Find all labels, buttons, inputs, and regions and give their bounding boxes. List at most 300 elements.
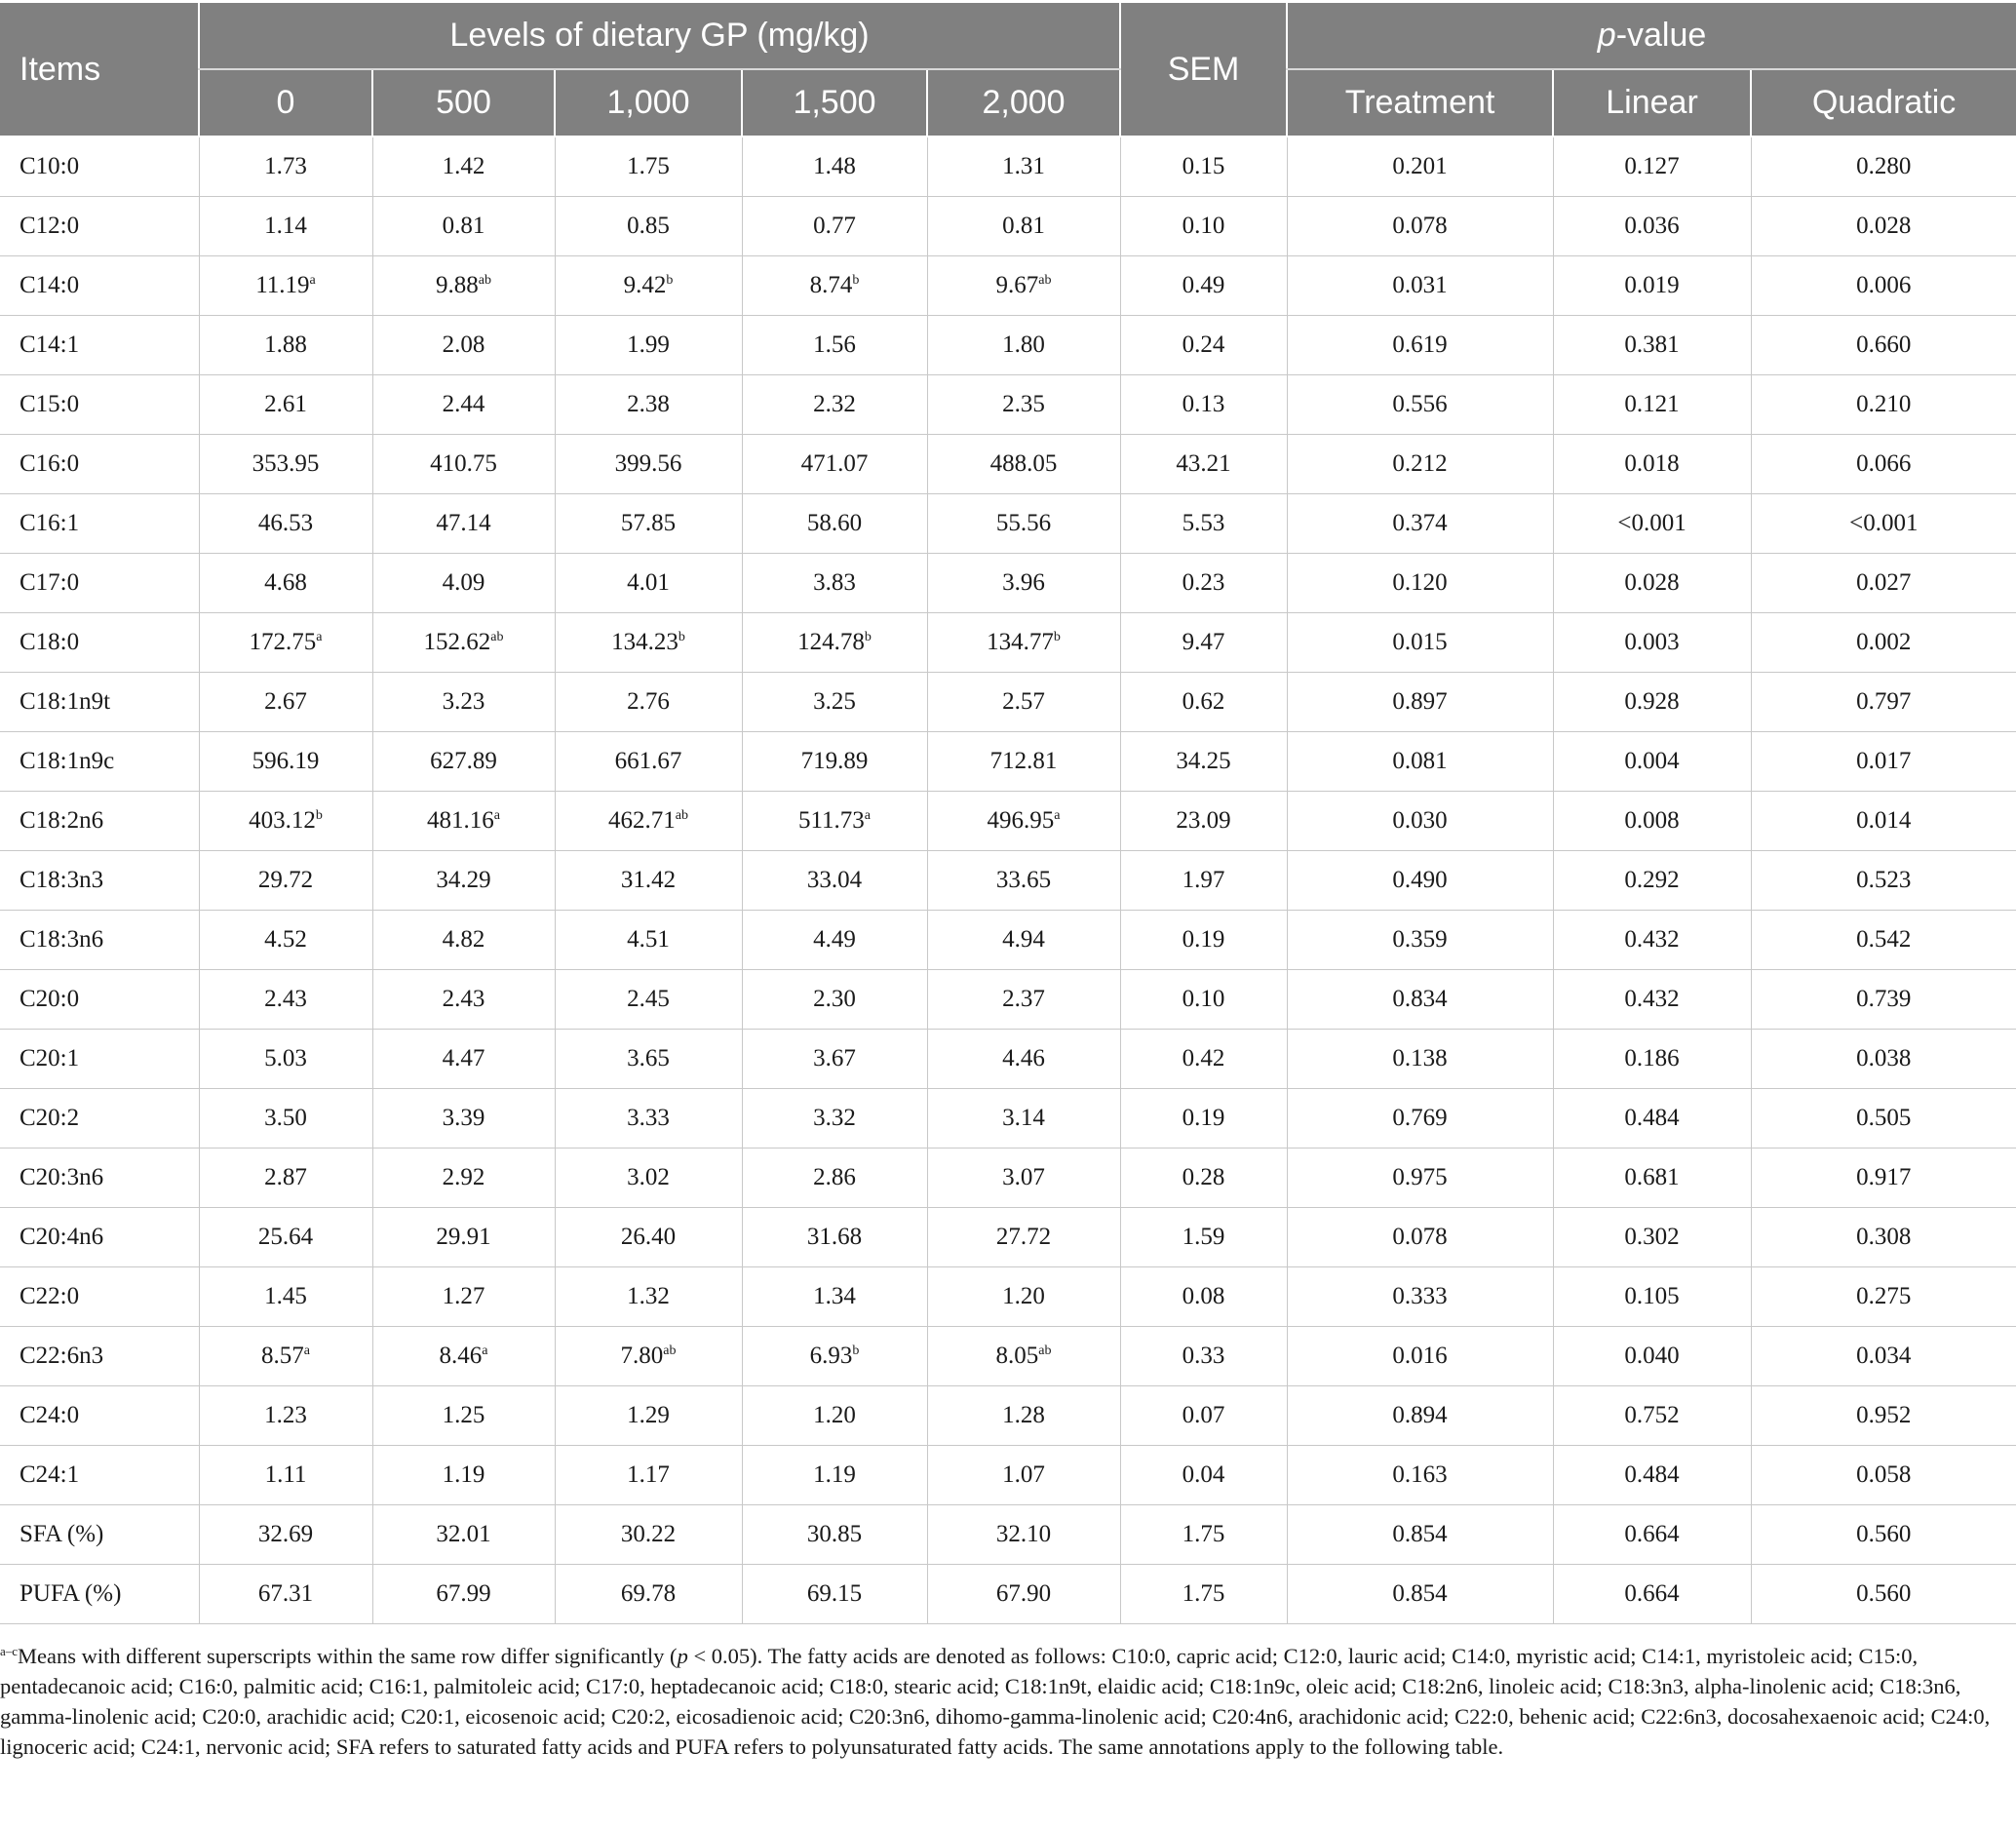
sem-value: 0.28: [1120, 1149, 1287, 1208]
pvalue-treatment: 0.897: [1287, 673, 1553, 732]
level-value: 9.88: [436, 272, 479, 298]
level-value-cell: [742, 673, 927, 732]
header-pvalue-rest: -value: [1615, 17, 1707, 54]
level-value-cell: [555, 1386, 742, 1446]
level-value-cell: [742, 1505, 927, 1565]
significance-superscript: b: [852, 273, 860, 288]
level-value: 3.65: [627, 1045, 670, 1071]
table-row: [0, 1505, 2016, 1565]
level-value: 67.31: [257, 1580, 314, 1607]
sem-value: 43.21: [1120, 435, 1287, 494]
pvalue-quadratic: 0.952: [1751, 1386, 2016, 1446]
level-value-cell: [372, 673, 555, 732]
level-value-cell: [742, 732, 927, 792]
level-value-cell: [555, 911, 742, 970]
level-value-cell: [742, 851, 927, 911]
pvalue-linear: 0.432: [1553, 970, 1751, 1030]
pvalue-treatment: 0.078: [1287, 197, 1553, 256]
footnote-p-symbol: p: [677, 1644, 688, 1668]
pvalue-quadratic: 0.308: [1751, 1208, 2016, 1267]
level-value: 4.52: [264, 926, 307, 953]
level-value: 55.56: [995, 510, 1052, 536]
sem-value: 1.75: [1120, 1505, 1287, 1565]
table-row: [0, 1446, 2016, 1505]
sem-value: 0.24: [1120, 316, 1287, 375]
level-value-cell: [372, 1327, 555, 1386]
level-value: 3.50: [264, 1105, 307, 1131]
level-value-cell: [555, 494, 742, 554]
level-value: 1.20: [1002, 1283, 1045, 1309]
level-value: 32.69: [257, 1521, 314, 1547]
level-value-cell: [927, 1386, 1120, 1446]
pvalue-treatment: 0.138: [1287, 1030, 1553, 1089]
level-value: 30.22: [620, 1521, 677, 1547]
pvalue-linear: 0.186: [1553, 1030, 1751, 1089]
level-value-cell: [742, 316, 927, 375]
level-value-cell: [372, 375, 555, 435]
level-value-cell: [555, 1089, 742, 1149]
footnote-text-rest: < 0.05). The fatty acids are denoted as follows: C10:0, capric acid; C12:0, lauric acid; C14:0, myristic acid; C14:1, myristoleic acid; C15:0, pentadecanoic acid; C16:0, palmitic acid; C16:1, palmitoleic acid; C17:0, heptadecanoic acid; C18:0, stearic acid; C18:1n9t, elaidic acid; C18:1n9c, oleic acid; C18:2n6, linoleic acid; C18:3n3, alpha-linolenic acid; C18:3n6, gamma-linolenic acid; C20:0, arachidic acid; C20:1, eicosenoic acid; C20:2, eicosadienoic acid; C20:3n6, dihomo-gamma-linolenic acid; C20:4n6, arachidonic acid; C22:0, behenic acid; C22:6n3, docosahexaenoic acid; C24:0, lignoceric acid; C24:1, nervonic acid; SFA refers to saturated fatty acids and PUFA refers to polyunsaturated fatty acids. The same annotations apply to the following table.: [0, 1644, 1991, 1759]
level-value: 33.04: [806, 867, 863, 893]
pvalue-linear: 0.008: [1553, 792, 1751, 851]
pvalue-quadratic: 0.523: [1751, 851, 2016, 911]
level-value: 172.75: [249, 629, 317, 655]
level-value: 2.92: [442, 1164, 485, 1190]
row-item-label: C12:0: [0, 197, 199, 256]
level-value-cell: [927, 435, 1120, 494]
level-value-cell: [555, 1565, 742, 1624]
level-value: 58.60: [806, 510, 863, 536]
level-value: 8.57: [261, 1343, 304, 1369]
fatty-acid-table: [0, 3, 2016, 1624]
table-row: [0, 851, 2016, 911]
sem-value: 0.33: [1120, 1327, 1287, 1386]
level-value: 27.72: [995, 1224, 1052, 1250]
level-value: 2.44: [442, 391, 485, 417]
level-value-cell: [927, 673, 1120, 732]
pvalue-treatment: 0.031: [1287, 256, 1553, 316]
level-value-cell: [199, 1386, 372, 1446]
significance-superscript: a: [316, 630, 323, 644]
sem-value: 0.07: [1120, 1386, 1287, 1446]
level-value-cell: [199, 197, 372, 256]
header-level: 1,000: [555, 69, 742, 136]
level-value-cell: [927, 792, 1120, 851]
level-value-cell: [555, 1149, 742, 1208]
pvalue-quadratic: 0.038: [1751, 1030, 2016, 1089]
sem-value: 9.47: [1120, 613, 1287, 673]
level-value-cell: [742, 1089, 927, 1149]
pvalue-quadratic: 0.027: [1751, 554, 2016, 613]
pvalue-treatment: 0.359: [1287, 911, 1553, 970]
level-value-cell: [742, 1446, 927, 1505]
level-value-cell: [742, 1267, 927, 1327]
pvalue-quadratic: 0.014: [1751, 792, 2016, 851]
level-value-cell: [555, 1327, 742, 1386]
significance-superscript: a: [864, 808, 872, 823]
level-value: 1.80: [1002, 331, 1045, 358]
level-value-cell: [742, 613, 927, 673]
level-value: 1.11: [264, 1461, 307, 1488]
level-value: 9.67: [995, 272, 1039, 298]
level-value-cell: [372, 732, 555, 792]
pvalue-linear: 0.004: [1553, 732, 1751, 792]
pvalue-quadratic: 0.210: [1751, 375, 2016, 435]
pvalue-treatment: 0.212: [1287, 435, 1553, 494]
pvalue-linear: 0.127: [1553, 136, 1751, 197]
header-row-group: [0, 3, 2016, 69]
pvalue-treatment: 0.015: [1287, 613, 1553, 673]
level-value: 353.95: [252, 450, 320, 477]
level-value-cell: [927, 1030, 1120, 1089]
level-value: 719.89: [800, 748, 869, 774]
row-item-label: C24:0: [0, 1386, 199, 1446]
level-value: 30.85: [806, 1521, 863, 1547]
pvalue-quadratic: 0.560: [1751, 1505, 2016, 1565]
level-value-cell: [927, 316, 1120, 375]
sem-value: 0.13: [1120, 375, 1287, 435]
level-value: 481.16: [427, 807, 494, 834]
level-value-cell: [199, 136, 372, 197]
level-value: 4.49: [813, 926, 856, 953]
level-value-cell: [199, 375, 372, 435]
level-value-cell: [372, 435, 555, 494]
level-value-cell: [555, 375, 742, 435]
level-value: 67.90: [995, 1580, 1052, 1607]
sem-value: 1.59: [1120, 1208, 1287, 1267]
level-value: 2.43: [264, 986, 307, 1012]
level-value: 1.73: [264, 153, 307, 179]
header-pvalue-quadratic: Quadratic: [1751, 69, 2016, 136]
header-level: 0: [199, 69, 372, 136]
level-value-cell: [927, 851, 1120, 911]
level-value: 4.51: [627, 926, 670, 953]
table-row: [0, 1267, 2016, 1327]
level-value: 462.71: [608, 807, 676, 834]
level-value-cell: [199, 1149, 372, 1208]
level-value-cell: [199, 494, 372, 554]
level-value-cell: [742, 256, 927, 316]
level-value: 3.39: [442, 1105, 485, 1131]
pvalue-linear: 0.003: [1553, 613, 1751, 673]
footnote-text-start: Means with different superscripts within the same row differ significantly (: [18, 1644, 678, 1668]
level-value-cell: [199, 613, 372, 673]
level-value: 29.72: [257, 867, 314, 893]
level-value: 8.46: [439, 1343, 483, 1369]
level-value: 1.56: [813, 331, 856, 358]
level-value-cell: [372, 316, 555, 375]
pvalue-treatment: 0.120: [1287, 554, 1553, 613]
level-value: 8.74: [809, 272, 853, 298]
pvalue-treatment: 0.374: [1287, 494, 1553, 554]
level-value-cell: [372, 851, 555, 911]
pvalue-linear: 0.292: [1553, 851, 1751, 911]
level-value-cell: [372, 970, 555, 1030]
level-value-cell: [372, 613, 555, 673]
significance-superscript: b: [1053, 630, 1061, 644]
level-value: 3.83: [813, 569, 856, 596]
level-value-cell: [927, 494, 1120, 554]
level-value: 6.93: [809, 1343, 853, 1369]
level-value: 25.64: [257, 1224, 314, 1250]
sem-value: 0.10: [1120, 970, 1287, 1030]
sem-value: 5.53: [1120, 494, 1287, 554]
level-value-cell: [927, 613, 1120, 673]
level-value: 0.81: [1002, 213, 1045, 239]
level-value: 2.57: [1002, 688, 1045, 715]
significance-superscript: a: [493, 808, 500, 823]
level-value: 3.07: [1002, 1164, 1045, 1190]
level-value: 7.80: [620, 1343, 664, 1369]
table-row: [0, 732, 2016, 792]
level-value: 1.19: [442, 1461, 485, 1488]
pvalue-quadratic: 0.917: [1751, 1149, 2016, 1208]
row-item-label: C16:1: [0, 494, 199, 554]
pvalue-treatment: 0.975: [1287, 1149, 1553, 1208]
level-value: 496.95: [987, 807, 1055, 834]
level-value-cell: [555, 435, 742, 494]
level-value: 57.85: [620, 510, 677, 536]
level-value-cell: [372, 1149, 555, 1208]
level-value: 2.45: [627, 986, 670, 1012]
level-value-cell: [372, 197, 555, 256]
header-levels-group: Levels of dietary GP (mg/kg): [199, 3, 1120, 69]
level-value: 29.91: [436, 1224, 491, 1250]
significance-superscript: ab: [663, 1343, 677, 1358]
pvalue-linear: 0.432: [1553, 911, 1751, 970]
level-value: 2.67: [264, 688, 307, 715]
level-value-cell: [555, 851, 742, 911]
level-value-cell: [927, 1565, 1120, 1624]
level-value: 2.32: [813, 391, 856, 417]
significance-superscript: b: [315, 808, 323, 823]
sem-value: 34.25: [1120, 732, 1287, 792]
level-value-cell: [372, 256, 555, 316]
pvalue-quadratic: 0.034: [1751, 1327, 2016, 1386]
level-value-cell: [199, 1208, 372, 1267]
level-value-cell: [372, 136, 555, 197]
level-value-cell: [927, 911, 1120, 970]
level-value-cell: [742, 970, 927, 1030]
level-value-cell: [742, 792, 927, 851]
level-value-cell: [199, 673, 372, 732]
sem-value: 0.19: [1120, 1089, 1287, 1149]
level-value: 26.40: [620, 1224, 677, 1250]
level-value-cell: [372, 554, 555, 613]
level-value-cell: [555, 136, 742, 197]
level-value: 134.77: [987, 629, 1054, 655]
level-value: 4.46: [1002, 1045, 1045, 1071]
level-value-cell: [742, 435, 927, 494]
pvalue-quadratic: <0.001: [1751, 494, 2016, 554]
level-value-cell: [199, 1267, 372, 1327]
significance-superscript: b: [864, 630, 872, 644]
significance-superscript: a: [309, 273, 316, 288]
level-value: 4.47: [442, 1045, 485, 1071]
level-value-cell: [742, 197, 927, 256]
level-value: 1.07: [1002, 1461, 1045, 1488]
level-value: 4.01: [627, 569, 670, 596]
table-row: [0, 1565, 2016, 1624]
level-value: 410.75: [430, 450, 497, 477]
table-row: [0, 435, 2016, 494]
level-value-cell: [199, 316, 372, 375]
level-value: 1.17: [627, 1461, 670, 1488]
sem-value: 0.19: [1120, 911, 1287, 970]
pvalue-linear: 0.036: [1553, 197, 1751, 256]
table-row: [0, 1386, 2016, 1446]
table-row: [0, 316, 2016, 375]
level-value: 712.81: [989, 748, 1058, 774]
level-value: 0.77: [813, 213, 856, 239]
level-value: 3.14: [1002, 1105, 1045, 1131]
level-value: 596.19: [252, 748, 320, 774]
level-value-cell: [372, 1267, 555, 1327]
table-row: [0, 375, 2016, 435]
row-item-label: C20:0: [0, 970, 199, 1030]
level-value: 32.01: [436, 1521, 491, 1547]
pvalue-quadratic: 0.542: [1751, 911, 2016, 970]
level-value: 3.25: [813, 688, 856, 715]
level-value-cell: [742, 494, 927, 554]
table-row: [0, 136, 2016, 197]
level-value-cell: [372, 1089, 555, 1149]
pvalue-linear: 0.302: [1553, 1208, 1751, 1267]
significance-superscript: a: [482, 1343, 488, 1358]
level-value-cell: [199, 792, 372, 851]
pvalue-linear: 0.484: [1553, 1089, 1751, 1149]
table-row: [0, 613, 2016, 673]
level-value: 32.10: [995, 1521, 1052, 1547]
level-value: 4.09: [442, 569, 485, 596]
level-value: 1.27: [442, 1283, 485, 1309]
pvalue-quadratic: 0.560: [1751, 1565, 2016, 1624]
level-value-cell: [199, 1327, 372, 1386]
level-value: 33.65: [995, 867, 1052, 893]
level-value: 134.23: [611, 629, 678, 655]
pvalue-linear: 0.019: [1553, 256, 1751, 316]
sem-value: 0.10: [1120, 197, 1287, 256]
table-row: [0, 256, 2016, 316]
row-item-label: C20:4n6: [0, 1208, 199, 1267]
level-value-cell: [372, 911, 555, 970]
level-value-cell: [927, 554, 1120, 613]
level-value: 31.68: [806, 1224, 863, 1250]
pvalue-treatment: 0.016: [1287, 1327, 1553, 1386]
pvalue-treatment: 0.030: [1287, 792, 1553, 851]
pvalue-quadratic: 0.017: [1751, 732, 2016, 792]
header-items: Items: [0, 3, 199, 136]
level-value-cell: [372, 494, 555, 554]
level-value-cell: [199, 1089, 372, 1149]
header-pvalue-linear: Linear: [1553, 69, 1751, 136]
level-value-cell: [927, 1149, 1120, 1208]
level-value-cell: [555, 1267, 742, 1327]
level-value-cell: [555, 197, 742, 256]
row-item-label: C18:0: [0, 613, 199, 673]
row-item-label: C18:2n6: [0, 792, 199, 851]
level-value: 661.67: [614, 748, 682, 774]
significance-superscript: ab: [675, 808, 688, 823]
level-value: 3.67: [813, 1045, 856, 1071]
pvalue-linear: 0.028: [1553, 554, 1751, 613]
pvalue-treatment: 0.333: [1287, 1267, 1553, 1327]
level-value-cell: [199, 1505, 372, 1565]
level-value-cell: [927, 970, 1120, 1030]
level-value: 4.82: [442, 926, 485, 953]
sem-value: 0.49: [1120, 256, 1287, 316]
header-level: 2,000: [927, 69, 1120, 136]
footnote-superscript: a–c: [0, 1644, 19, 1658]
level-value-cell: [199, 1446, 372, 1505]
pvalue-treatment: 0.078: [1287, 1208, 1553, 1267]
pvalue-linear: 0.018: [1553, 435, 1751, 494]
level-value-cell: [199, 911, 372, 970]
pvalue-treatment: 0.854: [1287, 1565, 1553, 1624]
level-value: 2.37: [1002, 986, 1045, 1012]
level-value-cell: [927, 1089, 1120, 1149]
table-row: [0, 792, 2016, 851]
level-value: 2.35: [1002, 391, 1045, 417]
row-item-label: C18:3n6: [0, 911, 199, 970]
sem-value: 1.97: [1120, 851, 1287, 911]
significance-superscript: b: [852, 1343, 860, 1358]
level-value: 3.33: [627, 1105, 670, 1131]
level-value-cell: [742, 1208, 927, 1267]
level-value-cell: [555, 316, 742, 375]
row-item-label: C20:1: [0, 1030, 199, 1089]
level-value: 3.96: [1002, 569, 1045, 596]
level-value: 471.07: [800, 450, 869, 477]
level-value: 152.62: [423, 629, 491, 655]
level-value-cell: [555, 256, 742, 316]
level-value-cell: [372, 792, 555, 851]
table-row: [0, 911, 2016, 970]
pvalue-quadratic: 0.797: [1751, 673, 2016, 732]
header-level: 500: [372, 69, 555, 136]
sem-value: 0.04: [1120, 1446, 1287, 1505]
level-value: 1.42: [442, 153, 485, 179]
pvalue-treatment: 0.163: [1287, 1446, 1553, 1505]
level-value: 9.42: [623, 272, 667, 298]
level-value: 1.25: [442, 1402, 485, 1428]
level-value: 488.05: [989, 450, 1058, 477]
level-value: 11.19: [255, 272, 310, 298]
level-value-cell: [742, 1386, 927, 1446]
row-item-label: C17:0: [0, 554, 199, 613]
level-value-cell: [372, 1446, 555, 1505]
level-value: 399.56: [614, 450, 682, 477]
level-value: 3.23: [442, 688, 485, 715]
level-value-cell: [199, 851, 372, 911]
pvalue-quadratic: 0.006: [1751, 256, 2016, 316]
row-item-label: C14:0: [0, 256, 199, 316]
row-item-label: C20:2: [0, 1089, 199, 1149]
level-value-cell: [927, 197, 1120, 256]
pvalue-quadratic: 0.275: [1751, 1267, 2016, 1327]
sem-value: 1.75: [1120, 1565, 1287, 1624]
pvalue-quadratic: 0.505: [1751, 1089, 2016, 1149]
pvalue-treatment: 0.854: [1287, 1505, 1553, 1565]
level-value-cell: [927, 375, 1120, 435]
pvalue-linear: <0.001: [1553, 494, 1751, 554]
table-row: [0, 1327, 2016, 1386]
level-value: 5.03: [264, 1045, 307, 1071]
level-value: 1.19: [813, 1461, 856, 1488]
level-value: 1.23: [264, 1402, 307, 1428]
level-value-cell: [742, 554, 927, 613]
level-value-cell: [372, 1030, 555, 1089]
